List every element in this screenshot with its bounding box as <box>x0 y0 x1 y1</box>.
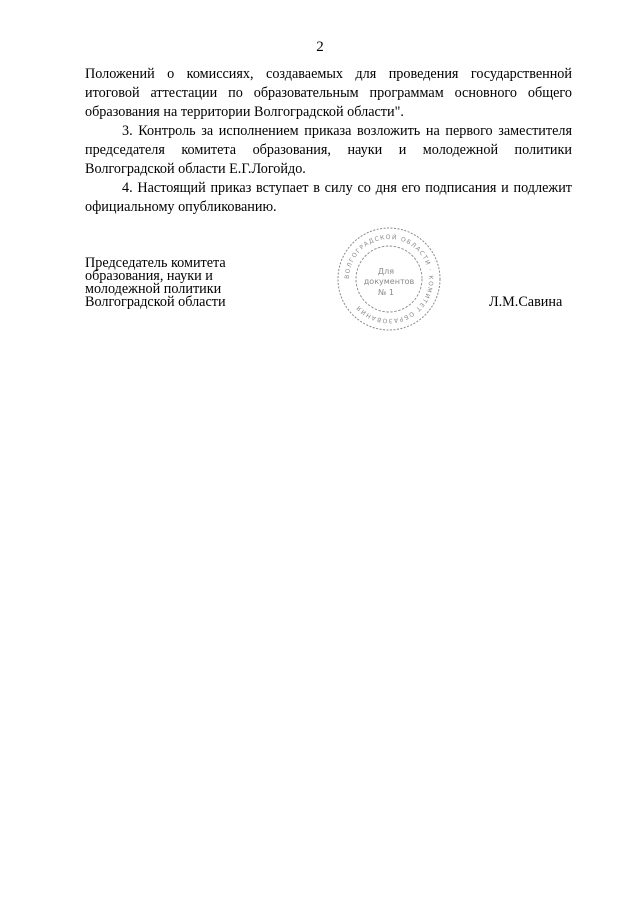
signatory-title-line-2: образования, науки и <box>85 268 213 284</box>
stamp-ring-text: ВОЛГОГРАДСКОЙ ОБЛАСТИ · КОМИТЕТ ОБРАЗОВАНИЯ <box>343 233 435 325</box>
stamp-center-line-1: Для <box>377 267 395 276</box>
stamp-center-line-3: № 1 <box>378 288 394 297</box>
paragraph-3: 3. Контроль за исполнением приказа возложить на первого заместителя председателя комитета образования, науки и молодежной политики Волгоградской области Е.Г.Логойдо. <box>85 123 572 177</box>
signatory-title-line-4: Волгоградской области <box>85 294 226 310</box>
document-body <box>85 65 572 217</box>
page-number: 2 <box>316 39 324 55</box>
signatory-title <box>85 257 226 309</box>
paragraph-continuation: Положений о комиссиях, создаваемых для проведения государственной итоговой аттестации по образовательным программам основного общего образования на территории Волгоградской области". <box>85 66 572 120</box>
signatory-title-line-3: молодежной политики <box>85 281 222 297</box>
stamp-center-line-2: документов <box>363 277 415 286</box>
signatory-title-line-1: Председатель комитета <box>85 255 226 271</box>
paragraph-4: 4. Настоящий приказ вступает в силу со дня его подписания и подлежит официальному опубликованию. <box>85 180 572 215</box>
signatory-name: Л.М.Савина <box>489 294 563 310</box>
official-stamp <box>336 226 442 332</box>
